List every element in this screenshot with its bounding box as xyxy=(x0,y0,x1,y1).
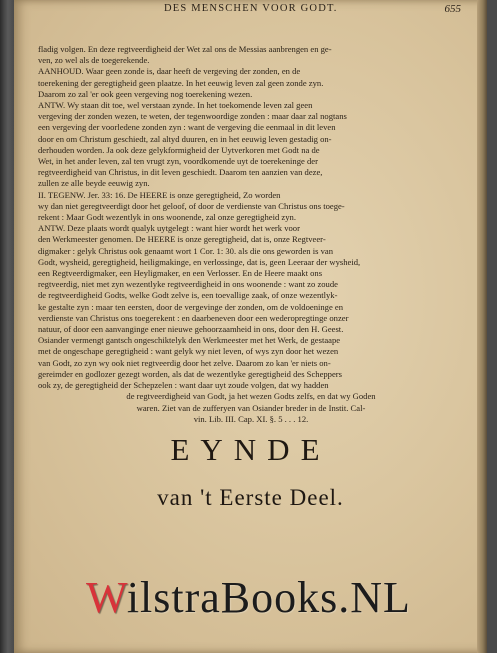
text-line: door en om Christum geschiedt, zal altyd duuren, en in het eeuwig leven gestadig on- xyxy=(38,133,332,144)
text-line: den Werkmeester genomen. De HEERE is onze geregtigheid, dat is, onze Regtveer- xyxy=(38,234,326,245)
watermark-prefix: W xyxy=(86,573,127,622)
text-line: een vergeving der voorledene zonden zyn : want de vergeving die eenmaal in dit leven xyxy=(38,122,336,133)
text-line: de regtveerdigheid van Godt, ja het wezen Godts zelfs, en dat wy Goden xyxy=(126,391,376,402)
text-line: derhouden worden. Ja ook deze gelykformigheid der Uytverkoren met Godt na de xyxy=(38,144,320,155)
text-line: met de ongeschape geregtigheid : want gelyk wy niet leven, of wys zyn door het wezen xyxy=(38,346,339,357)
text-line: Osiander vermengt gantsch ongeschiktelyk den Werkmeester met het Werk, de gestaape xyxy=(38,335,341,346)
text-line: II. TEGENW. Jer. 33: 16. De HEERE is onze geregtigheid, Zo worden xyxy=(38,189,281,200)
text-line: toerekening der geregtigheid geen plaatze. In het eeuwig leven zal geen zonde zyn. xyxy=(38,77,324,88)
page-number: 655 xyxy=(444,3,461,15)
text-line: ook zy, de geregtigheid der Schepzelen : want daar uyt zoude volgen, dat wy hadden xyxy=(38,380,329,391)
end-heading: EYNDE xyxy=(170,432,331,467)
text-line: gereimder en godlozer gezegt worden, als dat de wezentlyke geregtigheid des Scheppers xyxy=(38,368,342,379)
running-head: DES MENSCHEN VOOR GODT. xyxy=(164,3,338,14)
text-line: AANHOUD. Waar geen zonde is, daar heeft de vergeving der zonden, en de xyxy=(38,66,301,77)
text-line: ANTW. Deze plaats wordt qualyk uytgelegt : want hier wordt het werk voor xyxy=(38,223,300,234)
body-text xyxy=(38,44,464,425)
text-line: digmaker : gelyk Christus ook genaamt wort 1 Cor. 1: 30. als die ons geworden is van xyxy=(38,245,334,256)
text-line: ven, zo wel als de toegerekende. xyxy=(38,55,150,66)
text-line: een Regtveerdigmaker, een Heyligmaker, en een Verlosser. En de Heere maakt ons xyxy=(38,268,323,279)
text-line: ANTW. Wy staan dit toe, wel verstaan zynde. In het toekomende leven zal geen xyxy=(38,100,313,111)
text-line: Daarom zo zal 'er ook geen vergeving nog toerekening wezen. xyxy=(38,88,253,99)
text-line: zullen ze alle beyde eeuwig zyn. xyxy=(38,178,150,189)
text-line: ke gestalte zyn : maar ten eersten, door de vergevinge der zonden, om de voldoeninge en xyxy=(38,301,344,312)
text-line: rekent : Maar Godt wezentlyk in ons woonende, zal onze geregtigheid zyn. xyxy=(38,212,296,223)
text-line: wy dan niet geregtveerdigt door het geloof, of door de verdienste van Christus ons toege- xyxy=(38,200,345,211)
book-page xyxy=(14,0,487,653)
end-subheading: van 't Eerste Deel. xyxy=(157,485,344,510)
text-line: Godt, wysheid, geregtigheid, heiligmakinge, en verlossinge, dat is, geen Leeraar der wysheid, xyxy=(38,256,361,267)
page-edge xyxy=(477,0,487,653)
text-line: regtveerdig, niet met zyn wezentlyke regtveerdigheid in ons woonende : want zo zoude xyxy=(38,279,338,290)
watermark-rest: ilstraBooks.NL xyxy=(126,573,411,622)
text-line: vergeving der zonden wezen, te weten, der tegenwoordige zonden : maar daar zal nogtans xyxy=(38,111,347,122)
text-line: natuur, of door een aanvanginge ener nieuwe gehoorzaamheid in ons, door den H. Geest. xyxy=(38,324,344,335)
text-line: waren. Ziet van de zufferyen van Osiander breder in de Instit. Cal- xyxy=(136,402,366,413)
text-line: van Godt, zo zyn wy ook niet regtveerdig door het zelve. Daarom zo kan 'er niets on- xyxy=(38,357,331,368)
text-line: de regtveerdigheid Godts, welke Godt zelve is, een toevallige zaak, of onze wezentlyk- xyxy=(38,290,338,301)
text-line: regtveerdigheid van Christus, in dit leven geschiedt. Daarom ten aanzien van deze, xyxy=(38,167,323,178)
text-line: verdienste van Christus ons toegerekent : en daarbeneven door een wederopregtinge onzer xyxy=(38,312,349,323)
text-line: fladig volgen. En deze regtveerdigheid der Wet zal ons de Messias aanbrengen en ge- xyxy=(38,44,332,54)
watermark-logo xyxy=(0,572,497,623)
text-line: Wet, in het ander leven, zal ten vrugt zyn, voordkomende uyt de toerekeninge der xyxy=(38,156,318,167)
text-line: vin. Lib. III. Cap. XI. §. 5 . . . 12. xyxy=(193,413,309,424)
